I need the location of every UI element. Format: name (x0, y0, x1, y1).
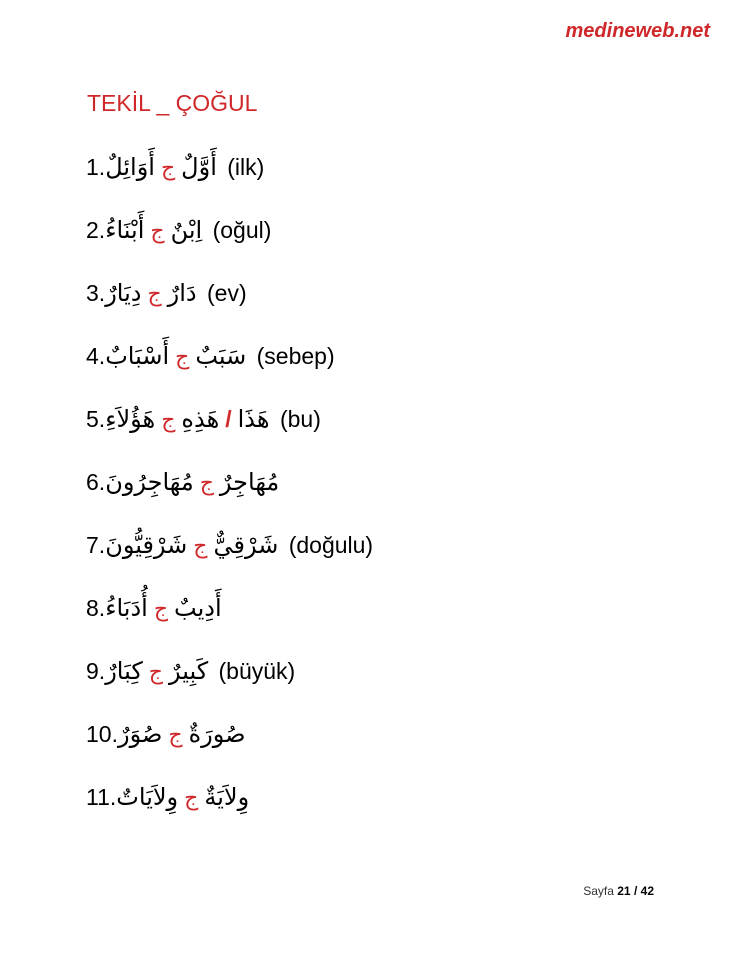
list-item (86, 142, 373, 205)
list-item (86, 331, 373, 394)
singular-word: دَارٌ (167, 279, 197, 307)
entry-number: 1. (86, 154, 106, 180)
singular-word: اِبْنٌ (170, 216, 203, 244)
singular-word-feminine: هَذِهِ (181, 405, 220, 433)
plural-separator: ج (199, 471, 214, 496)
plural-word: أَوَائِلٌ (105, 153, 155, 181)
singular-word: شَرْقِيٌّ (213, 531, 279, 559)
current-page: 21 (617, 884, 631, 898)
entry-number: 6. (86, 469, 106, 495)
plural-separator: ج (193, 534, 208, 559)
plural-word: أَبْنَاءُ (105, 216, 145, 244)
singular-word: صُورَةٌ (188, 720, 246, 748)
site-url: medineweb.net (565, 20, 710, 42)
page-label: Sayfa (583, 884, 614, 898)
plural-word: أُدَبَاءُ (105, 594, 148, 622)
plural-word: صُوَرٌ (117, 720, 163, 748)
plural-word: دِيَارٌ (105, 279, 142, 307)
singular-word: سَبَبٌ (195, 342, 247, 370)
list-item (86, 205, 373, 268)
plural-separator: ج (153, 597, 169, 622)
plural-separator: ج (147, 282, 162, 307)
meaning-text: (büyük) (218, 658, 296, 684)
singular-word: أَدِيبٌ (174, 594, 222, 622)
list-item (86, 520, 373, 583)
plural-separator: ج (184, 786, 199, 811)
plural-word: هَؤُلاَءِ (105, 405, 156, 433)
entry-number: 8. (86, 595, 106, 621)
singular-word: كَبِيرٌ (168, 657, 209, 685)
plural-separator: ج (168, 723, 183, 748)
singular-word: أَوَّلٌ (181, 153, 217, 181)
entry-number: 10. (86, 721, 118, 747)
entry-number: 3. (86, 280, 106, 306)
plural-word: وِلاَيَاتٌ (116, 783, 179, 811)
plural-separator: ج (161, 408, 176, 433)
plural-word: كِبَارٌ (105, 657, 143, 685)
singular-word: مُهَاجِرٌ (219, 468, 280, 496)
plural-separator: ج (150, 219, 165, 244)
meaning-text: (ilk) (227, 154, 265, 180)
entry-number: 7. (86, 532, 106, 558)
word-list (86, 142, 373, 835)
list-item (86, 268, 373, 331)
list-item (86, 772, 373, 835)
page-title: TEKİL _ ÇOĞUL (87, 90, 258, 116)
entry-number: 2. (86, 217, 106, 243)
list-item (86, 646, 373, 709)
list-item (86, 457, 373, 520)
plural-word: أَسْبَابٌ (105, 342, 170, 370)
list-item (86, 583, 373, 646)
entry-number: 9. (86, 658, 106, 684)
meaning-text: (bu) (279, 406, 321, 432)
meaning-text: (doğulu) (288, 532, 374, 558)
plural-word: مُهَاجِرُونَ (105, 468, 194, 496)
list-item (86, 394, 373, 457)
entry-number: 4. (86, 343, 106, 369)
singular-word: هَذَا (237, 405, 270, 433)
meaning-text: (oğul) (212, 217, 272, 243)
plural-separator: ج (175, 345, 190, 370)
list-item (86, 709, 373, 772)
plural-word: شَرْقِيُّونَ (105, 531, 188, 559)
page-footer (583, 884, 654, 898)
meaning-text: (ev) (207, 280, 247, 306)
page-divider: / (633, 884, 638, 898)
total-pages: 42 (640, 884, 654, 898)
entry-number: 11. (86, 784, 117, 810)
plural-separator: ج (160, 156, 176, 181)
plural-separator: ج (148, 660, 163, 685)
singular-word: وِلاَيَةٌ (204, 783, 250, 811)
meaning-text: (sebep) (256, 343, 335, 369)
slash-divider: / (225, 406, 232, 432)
entry-number: 5. (86, 406, 106, 432)
